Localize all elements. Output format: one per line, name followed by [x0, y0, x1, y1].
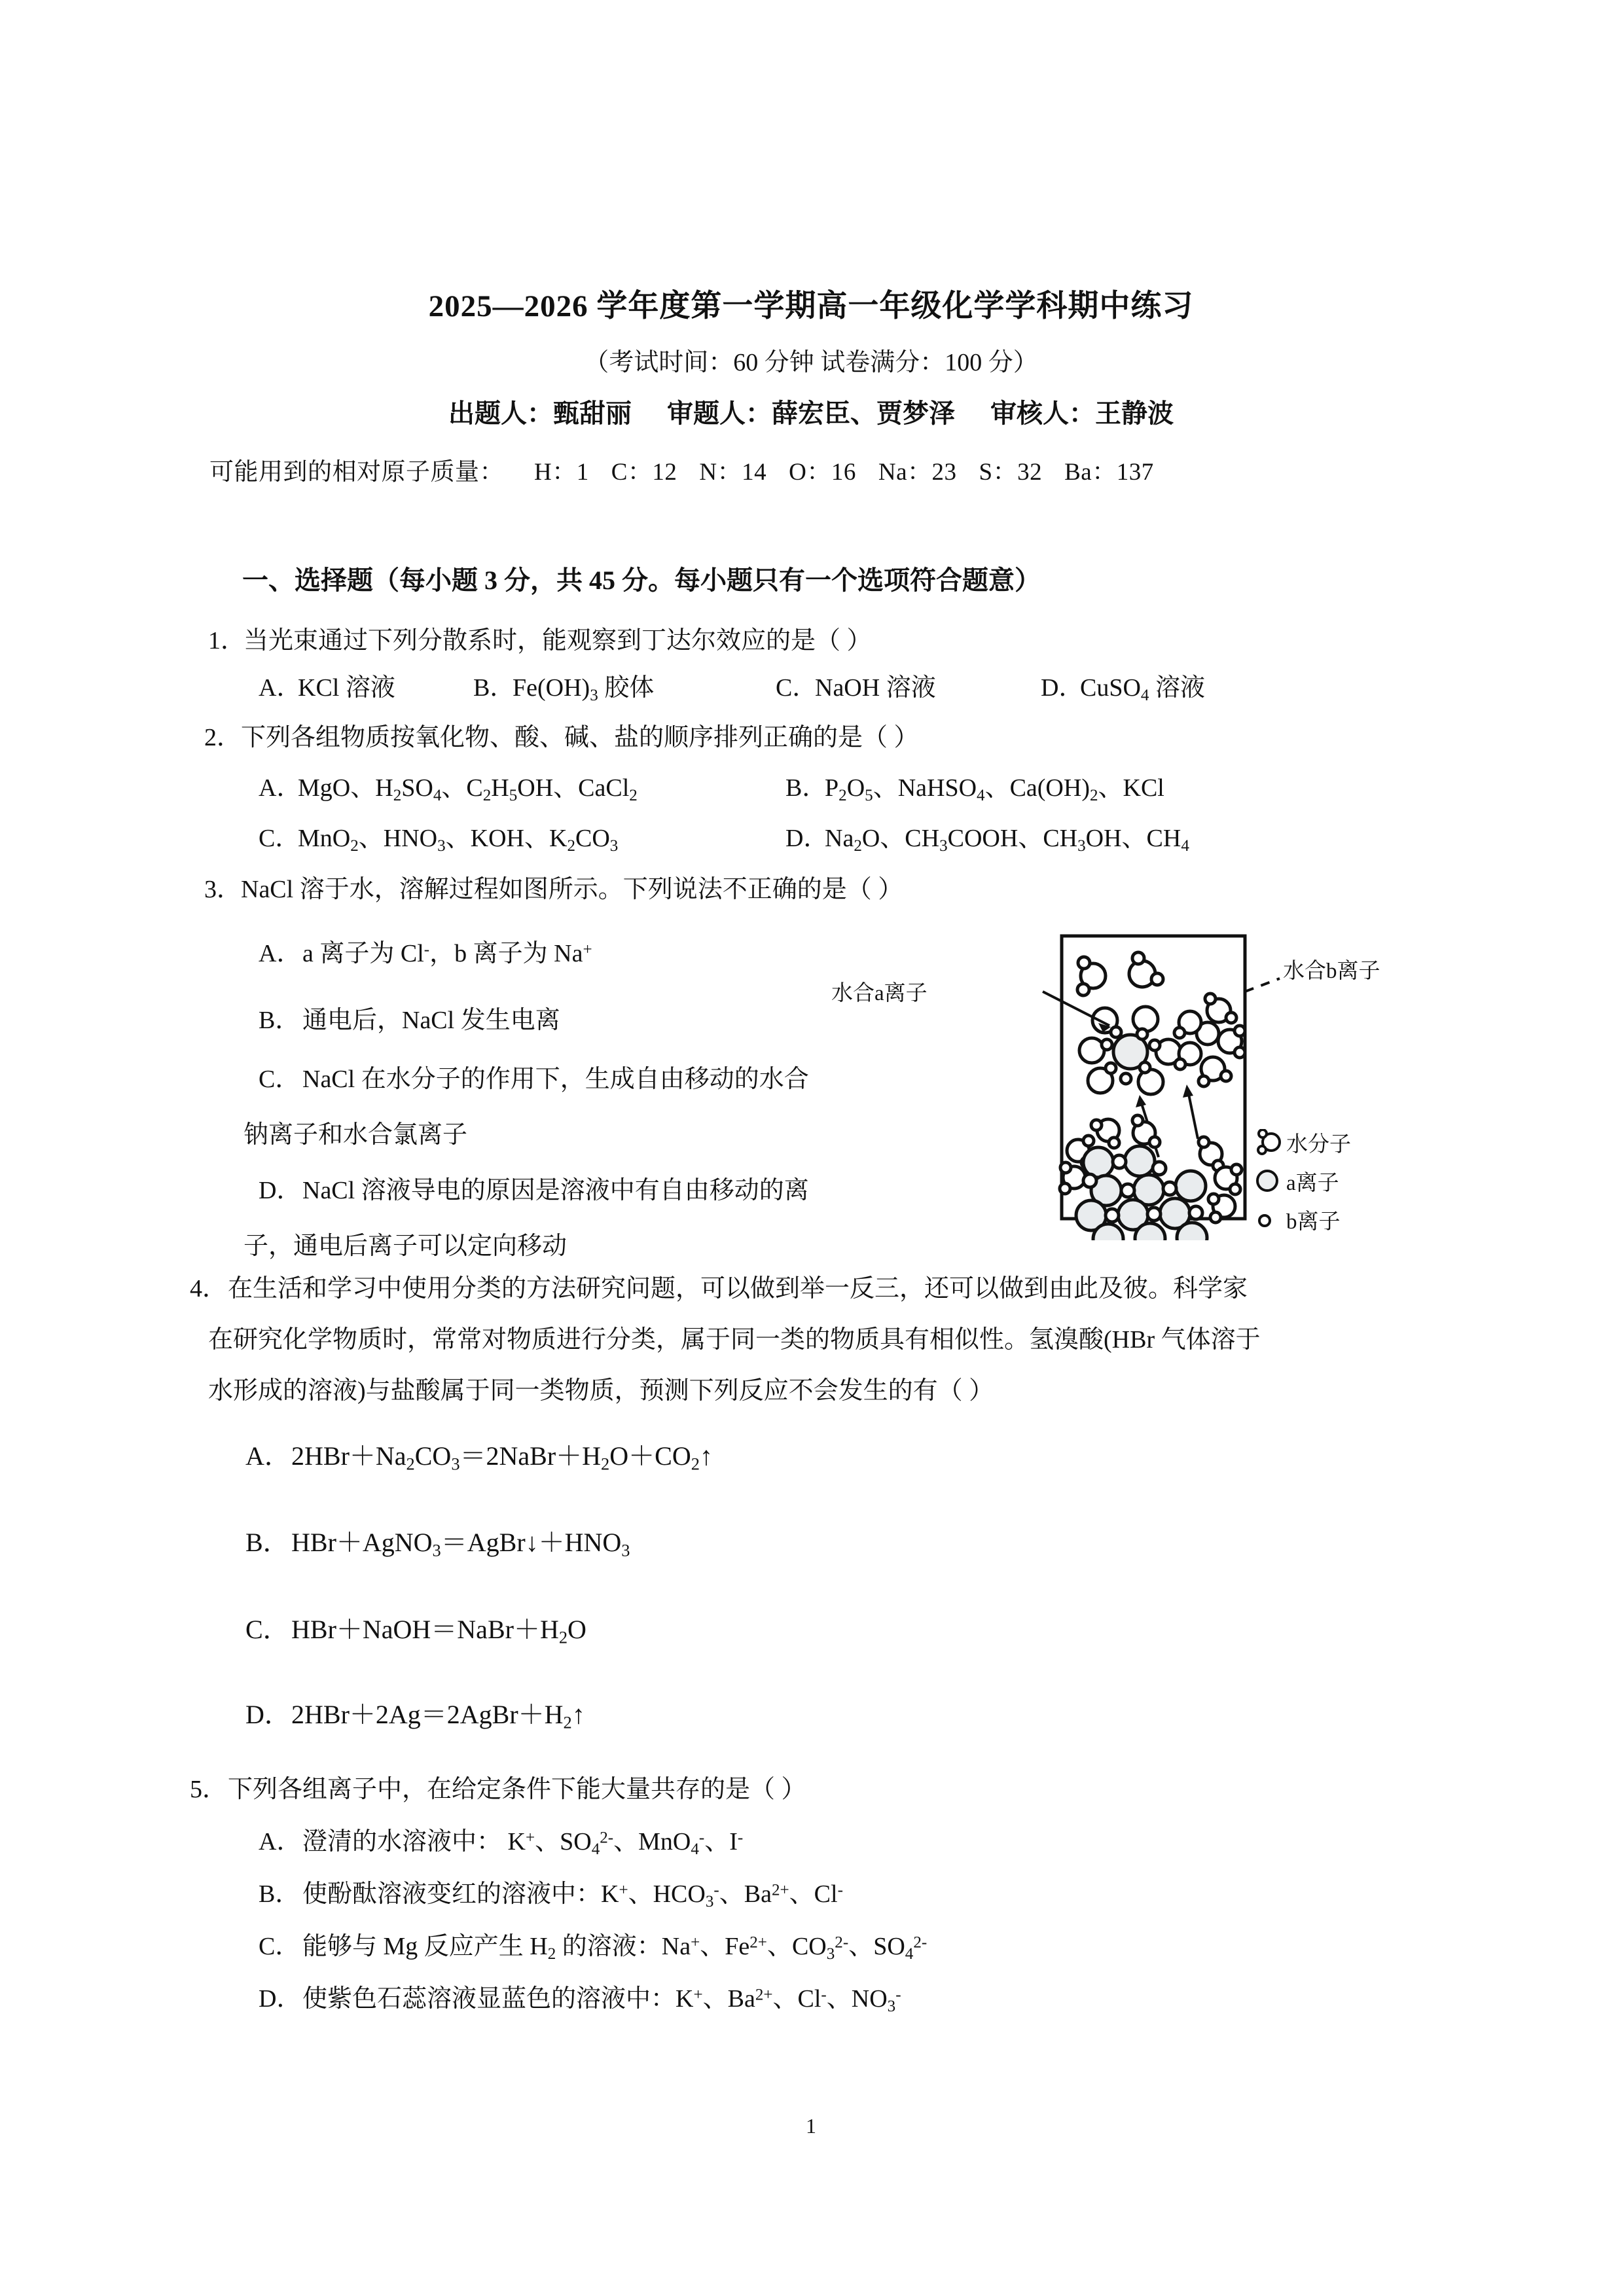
atomic-mass-o: O：16 — [789, 459, 856, 486]
question-3-option-d-cont: 子，通电后离子可以定向移动 — [243, 1232, 568, 1260]
question-4-stem-line-1: 在生活和学习中使用分类的方法研究问题，可以做到举一反三，还可以做到由此及彼。科学家 — [228, 1275, 1248, 1302]
b-ion-icon — [1254, 1208, 1286, 1234]
question-3-option-c-cont: 钠离子和水合氯离子 — [243, 1121, 468, 1149]
exam-meta: （考试时间：60 分钟 试卷满分：100 分） — [584, 349, 1038, 376]
hydrated-a-ion-label: 水合a离子 — [831, 982, 928, 1005]
question-5-option-d[interactable]: 使紫色石蕊溶液显蓝色的溶液中：K+、$Ba^{2+}$、Cl-、$NO_3^-$ — [302, 1985, 901, 2016]
question-1-stem: 当光束通过下列分散系时，能观察到丁达尔效应的是（ ） — [243, 627, 872, 655]
reviewer-label: 审题人：薛宏臣、贾梦泽 — [667, 399, 955, 428]
question-2-option-b[interactable]: $P_2O_5$、NaHSO$_4$、$Ca(OH)_2$、KCl — [825, 774, 1164, 805]
question-2-stem: 下列各组物质按氧化物、酸、碱、盐的顺序排列正确的是（ ） — [241, 724, 919, 751]
water-molecule-icon — [1254, 1129, 1286, 1155]
question-4-option-b[interactable]: $HBr+AgNO_3=AgBr↓+HNO_3$ — [291, 1528, 630, 1560]
hydrated-b-leader — [1245, 978, 1280, 992]
question-2-number: 2． — [204, 724, 242, 751]
question-3-option-a-label: A． — [259, 940, 302, 967]
credits-line — [0, 393, 1622, 430]
atomic-mass-h: H：1 — [534, 459, 589, 486]
question-5-number: 5． — [190, 1776, 228, 1803]
checker-label: 审核人：王静波 — [990, 399, 1174, 428]
question-1-option-c-label: C． — [776, 674, 818, 702]
atomic-mass-ba: Ba：137 — [1064, 459, 1154, 486]
question-4-option-c-label: C． — [245, 1615, 289, 1644]
question-3-option-b-label: B． — [259, 1007, 300, 1034]
question-3-stem: NaCl 溶于水，溶解过程如图所示。下列说法不正确的是（ ） — [241, 876, 903, 903]
legend-b-ion-label: b离子 — [1286, 1210, 1341, 1234]
question-5-option-d-label: D． — [259, 1985, 302, 2013]
question-1-option-a[interactable]: KCl 溶液 — [298, 674, 395, 702]
question-4-option-d-label: D． — [245, 1700, 291, 1729]
question-2-option-a[interactable]: MgO、$H_2SO_4$、$C_2H_5OH$、CaCl$_2$ — [298, 774, 638, 805]
question-2-option-b-label: B． — [785, 774, 827, 802]
question-2-option-c[interactable]: MnO$_2$、$HNO_3$、KOH、$K_2CO_3$ — [298, 825, 619, 855]
question-2-option-a-label: A． — [259, 774, 302, 802]
question-5-option-c-label: C． — [259, 1933, 300, 1960]
question-5-option-a[interactable]: 澄清的水溶液中： K+、$SO_4^{2-}$、MnO$_4$-、I- — [302, 1828, 744, 1859]
question-2-option-d-label: D． — [785, 825, 829, 852]
question-3-number: 3． — [204, 876, 242, 903]
question-1-option-d[interactable]: CuSO$_4$ 溶液 — [1080, 674, 1205, 705]
page-number: 1 — [806, 2114, 816, 2138]
hydrated-b-ion-label: 水合b离子 — [1283, 960, 1380, 983]
question-1-option-d-label: D． — [1041, 674, 1084, 702]
question-4-stem-line-3: 水形成的溶液)与盐酸属于同一类物质，预测下列反应不会发生的有（ ） — [208, 1377, 994, 1405]
question-4-stem-line-2: 在研究化学物质时，常常对物质进行分类，属于同一类的物质具有相似性。氢溴酸(HBr 气体溶于 — [208, 1326, 1261, 1354]
page-title: 2025—2026 学年度第一学期高一年级化学学科期中练习 — [428, 289, 1194, 323]
question-2-option-d[interactable]: $Na_2O$、$CH_3COOH$、$CH_3OH$、$CH_4$ — [825, 825, 1189, 855]
question-4-option-a-label: A． — [245, 1441, 291, 1471]
atomic-mass-label: 可能用到的相对原子质量： — [209, 459, 504, 486]
legend-water-label: 水分子 — [1286, 1133, 1351, 1157]
question-4-option-c[interactable]: $HBr+NaOH=NaBr+H_2O$ — [291, 1615, 586, 1647]
question-3-option-d[interactable]: NaCl 溶液导电的原因是溶液中有自由移动的离 — [302, 1177, 809, 1204]
atomic-mass-na: Na：23 — [878, 459, 957, 486]
question-1-option-c[interactable]: NaOH 溶液 — [815, 674, 936, 702]
atomic-mass-n: N：14 — [699, 459, 767, 486]
question-5-option-b-label: B． — [259, 1880, 300, 1908]
question-4-option-d[interactable]: $2HBr+2Ag=2AgBr+H_2↑$ — [291, 1700, 585, 1732]
question-1-option-b[interactable]: $Fe(OH)_3$ 胶体 — [513, 674, 655, 705]
question-4-option-b-label: B． — [245, 1528, 289, 1557]
question-3-option-b[interactable]: 通电后，NaCl 发生电离 — [302, 1007, 560, 1034]
atomic-mass-s: S：32 — [979, 459, 1043, 486]
question-3-option-d-label: D． — [259, 1177, 302, 1204]
nacl-dissolution-diagram — [831, 913, 1384, 1240]
question-1-option-b-label: B． — [473, 674, 515, 702]
atomic-mass-line — [209, 452, 1176, 487]
question-3-option-c-label: C． — [259, 1066, 300, 1093]
question-4-number: 4． — [190, 1275, 228, 1302]
question-5-option-c[interactable]: 能够与 Mg 反应产生 $H_2$ 的溶液：Na+、$Fe^{2+}$、$CO_3^{2-}$、$SO_4^{2-}$ — [302, 1933, 928, 1964]
question-5-stem: 下列各组离子中，在给定条件下能大量共存的是（ ） — [228, 1776, 806, 1803]
a-ion-icon — [1254, 1168, 1286, 1194]
question-5-option-a-label: A． — [259, 1828, 302, 1856]
author-label: 出题人：甄甜丽 — [448, 399, 632, 428]
question-5-option-b[interactable]: 使酚酞溶液变红的溶液中：K+、$HCO_3^-$、$Ba^{2+}$、Cl- — [302, 1880, 843, 1911]
question-3-option-c[interactable]: NaCl 在水分子的作用下，生成自由移动的水合 — [302, 1066, 809, 1093]
atomic-mass-c: C：12 — [611, 459, 677, 486]
question-2-option-c-label: C． — [259, 825, 300, 852]
question-1-number: 1． — [208, 627, 246, 655]
question-3-option-a[interactable]: a 离子为 Cl-，b 离子为 Na+ — [302, 940, 592, 967]
section-heading: 一、选择题（每小题 3 分，共 45 分。每小题只有一个选项符合题意） — [242, 565, 1041, 595]
question-4-option-a[interactable]: $2HBr+Na_2CO_3=2NaBr+H_2O+CO_2↑$ — [291, 1441, 713, 1474]
legend-a-ion-label: a离子 — [1286, 1172, 1339, 1195]
question-1-option-a-label: A． — [259, 674, 302, 702]
